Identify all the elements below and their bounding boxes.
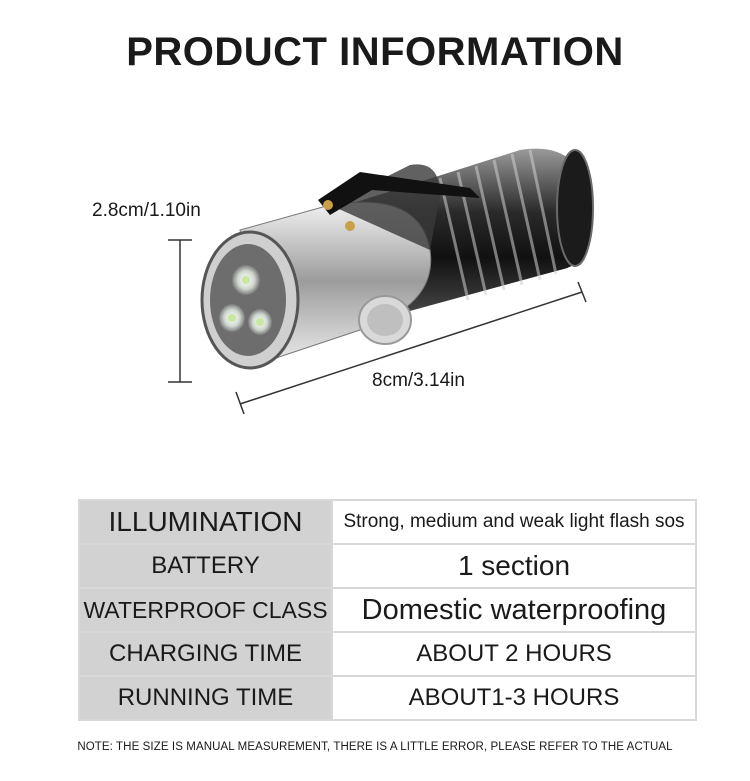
table-row (79, 544, 696, 588)
spec-value: Strong, medium and weak light flash sos (332, 500, 696, 544)
height-label: 2.8cm/1.10in (92, 200, 201, 221)
spec-value: 1 section (332, 544, 696, 588)
table-row (79, 500, 696, 544)
spec-table (78, 499, 697, 721)
measurement-note: NOTE: THE SIZE IS MANUAL MEASUREMENT, THERE IS A LITTLE ERROR, PLEASE REFER TO THE ACTUAL (77, 741, 673, 753)
table-row (79, 632, 696, 676)
table-row (79, 676, 696, 720)
spec-value: ABOUT 2 HOURS (332, 632, 696, 676)
length-label: 8cm/3.14in (372, 370, 465, 391)
page-title: PRODUCT INFORMATION (126, 30, 624, 74)
spec-value: Domestic waterproofing (332, 588, 696, 632)
table-row (79, 588, 696, 632)
spec-label: WATERPROOF CLASS (79, 588, 332, 632)
spec-label: CHARGING TIME (79, 632, 332, 676)
height-dimension-line (168, 240, 192, 382)
spec-label: RUNNING TIME (79, 676, 332, 720)
spec-value: ABOUT1-3 HOURS (332, 676, 696, 720)
spec-label: ILLUMINATION (79, 500, 332, 544)
spec-label: BATTERY (79, 544, 332, 588)
